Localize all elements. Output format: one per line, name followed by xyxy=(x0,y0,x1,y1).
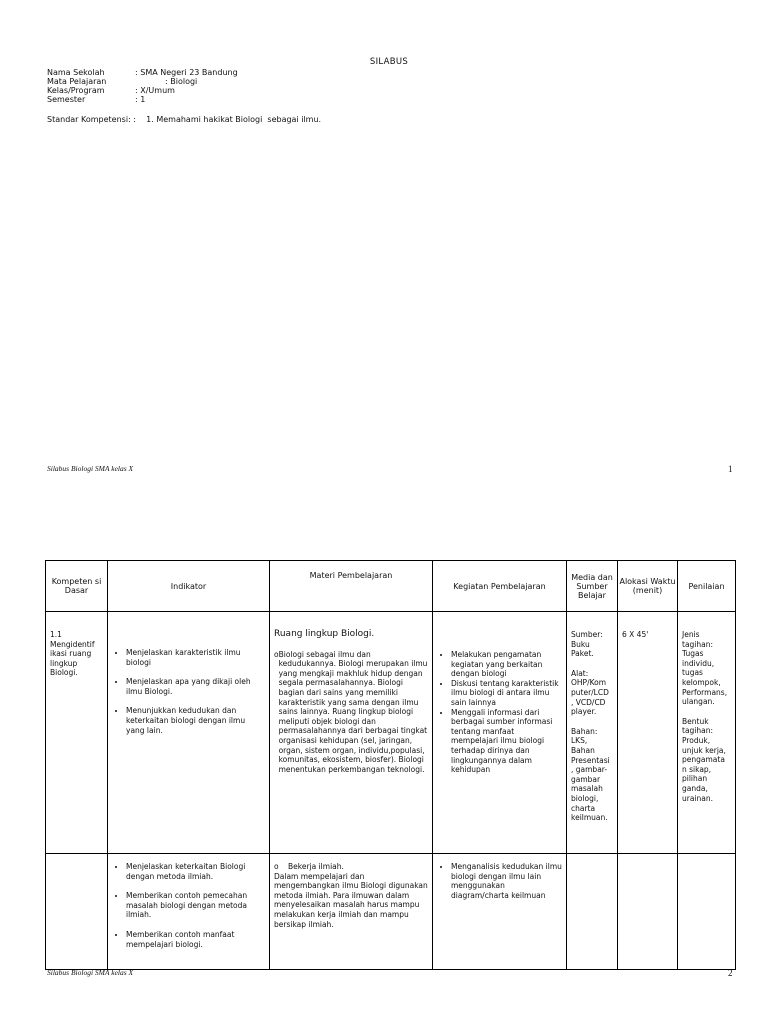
field-semester xyxy=(47,95,145,105)
header-media: Media dan Sumber Belajar xyxy=(567,561,618,612)
cell-alokasi xyxy=(618,854,678,970)
circle-bullet-icon: o xyxy=(274,862,279,871)
cell-kegiatan xyxy=(433,612,567,854)
header-alokasi: Alokasi Waktu (menit) xyxy=(618,561,678,612)
list-item: • Diskusi tentang karakteristik ilmu biologi di antara ilmu sain lainnya xyxy=(451,679,562,708)
list-item: • Menjelaskan karakteristik ilmu biologi xyxy=(126,648,265,667)
table-header-row xyxy=(46,561,736,612)
field-label: Kelas/Program xyxy=(47,86,105,95)
cell-media xyxy=(567,854,618,970)
list-item: • Menganalisis kedudukan ilmu biologi dengan ilmu lain menggunakan diagram/charta keilmuan xyxy=(451,862,562,900)
list-item: • Menunjukkan kedudukan dan keterkaitan biologi dengan ilmu yang lain. xyxy=(126,706,265,735)
header-indikator: Indikator xyxy=(108,561,270,612)
page-footer: Silabus Biologi SMA kelas X xyxy=(47,464,134,473)
field-value: : 1 xyxy=(135,95,146,104)
list-item: • Memberikan contoh pemecahan masalah biologi dengan metoda ilmiah. xyxy=(126,891,265,920)
list-item: • Melakukan pengamatan kegiatan yang berkaitan dengan biologi xyxy=(451,650,562,679)
cell-materi xyxy=(270,854,433,970)
cell-materi xyxy=(270,612,433,854)
page-footer: Silabus Biologi SMA kelas X xyxy=(47,968,134,977)
field-label: Mata Pelajaran xyxy=(47,77,107,86)
materi-title: Bekerja ilmiah. xyxy=(288,862,344,871)
cell-indikator xyxy=(108,854,270,970)
media-alat: Alat: OHP/Kom puter/LCD , VCD/CD player. xyxy=(571,668,609,717)
cell-penilaian xyxy=(678,612,736,854)
standar-kompetensi: Standar Kompetensi: : 1. Memahami hakikat Biologi sebagai ilmu. xyxy=(47,115,322,124)
page-number: 1 xyxy=(728,464,733,474)
field-label: Semester xyxy=(47,95,86,104)
header-kegiatan: Kegiatan Pembelajaran xyxy=(433,561,567,612)
cell-kompetensi xyxy=(46,854,108,970)
cell-kegiatan xyxy=(433,854,567,970)
page-title: SILABUS xyxy=(369,57,409,67)
field-value: : X/Umum xyxy=(135,86,175,95)
silabus-table xyxy=(45,560,736,970)
circle-bullet-icon: o xyxy=(274,649,279,659)
list-item: • Menjelaskan apa yang dikaji oleh ilmu Biologi. xyxy=(126,677,265,696)
table-row xyxy=(46,612,736,854)
alokasi-text: 6 X 45' xyxy=(622,630,649,639)
media-sumber: Sumber: Buku Paket. xyxy=(571,630,603,659)
penilaian-bentuk: Bentuk tagihan: Produk, unjuk kerja, pengamata n sikap, pilihan ganda, urainan. xyxy=(682,716,726,803)
field-label: Nama Sekolah xyxy=(47,68,105,77)
list-item: • Menggali informasi dari berbagai sumber informasi tentang manfaat mempelajari ilmu biologi terhadap dirinya dan lingkungannya dalam kehidupan xyxy=(451,708,562,775)
field-value: : Biologi xyxy=(165,77,198,86)
media-bahan: Bahan: LKS, Bahan Presentasi , gambar-gambar masalah biologi, charta keilmuan. xyxy=(571,726,610,823)
cell-kompetensi xyxy=(46,612,108,854)
header-materi: Materi Pembelajaran xyxy=(270,561,433,612)
field-value: : SMA Negeri 23 Bandung xyxy=(135,68,238,77)
materi-text: Biologi sebagai ilmu dan kedudukannya. Biologi merupakan ilmu yang mengkaji makhluk hidup dengan segala permasalahannya. Biologi bagian dari sains yang memiliki karakteristik yang sama dengan ilmu sains lainnya. Ruang lingkup biologi meliputi objek biologi dan permasalahannya dari berbagai tingkat organisasi kehidupan (sel, jaringan, organ, sistem organ, individu,populasi, komunitas, ekosistem, biosfer). Biologi menentukan perkembangan teknologi. xyxy=(278,649,428,774)
header-penilaian: Penilaian xyxy=(678,561,736,612)
materi-text: Dalam mempelajari dan mengembangkan ilmu Biologi digunakan metoda ilmiah. Para ilmuwan dalam menyelesaikan masalah harus mampu melakukan kerja ilmiah dan mampu bersikap ilmiah. xyxy=(274,871,428,929)
cell-penilaian xyxy=(678,854,736,970)
cell-alokasi xyxy=(618,612,678,854)
list-item: • Menjelaskan keterkaitan Biologi dengan metoda ilmiah. xyxy=(126,862,265,881)
cell-indikator xyxy=(108,612,270,854)
list-item: • Memberikan contoh manfaat mempelajari biologi. xyxy=(126,930,265,949)
cell-media xyxy=(567,612,618,854)
header-kompetensi: Kompeten si Dasar xyxy=(46,561,108,612)
kompetensi-text: 1.1 Mengidentif ikasi ruang lingkup Biologi. xyxy=(50,630,95,678)
materi-title: Ruang lingkup Biologi. xyxy=(274,629,375,639)
penilaian-jenis: Jenis tagihan: Tugas individu, tugas kelompok, Performans, ulangan. xyxy=(682,630,728,707)
page-number: 2 xyxy=(728,968,733,978)
table-row xyxy=(46,854,736,970)
